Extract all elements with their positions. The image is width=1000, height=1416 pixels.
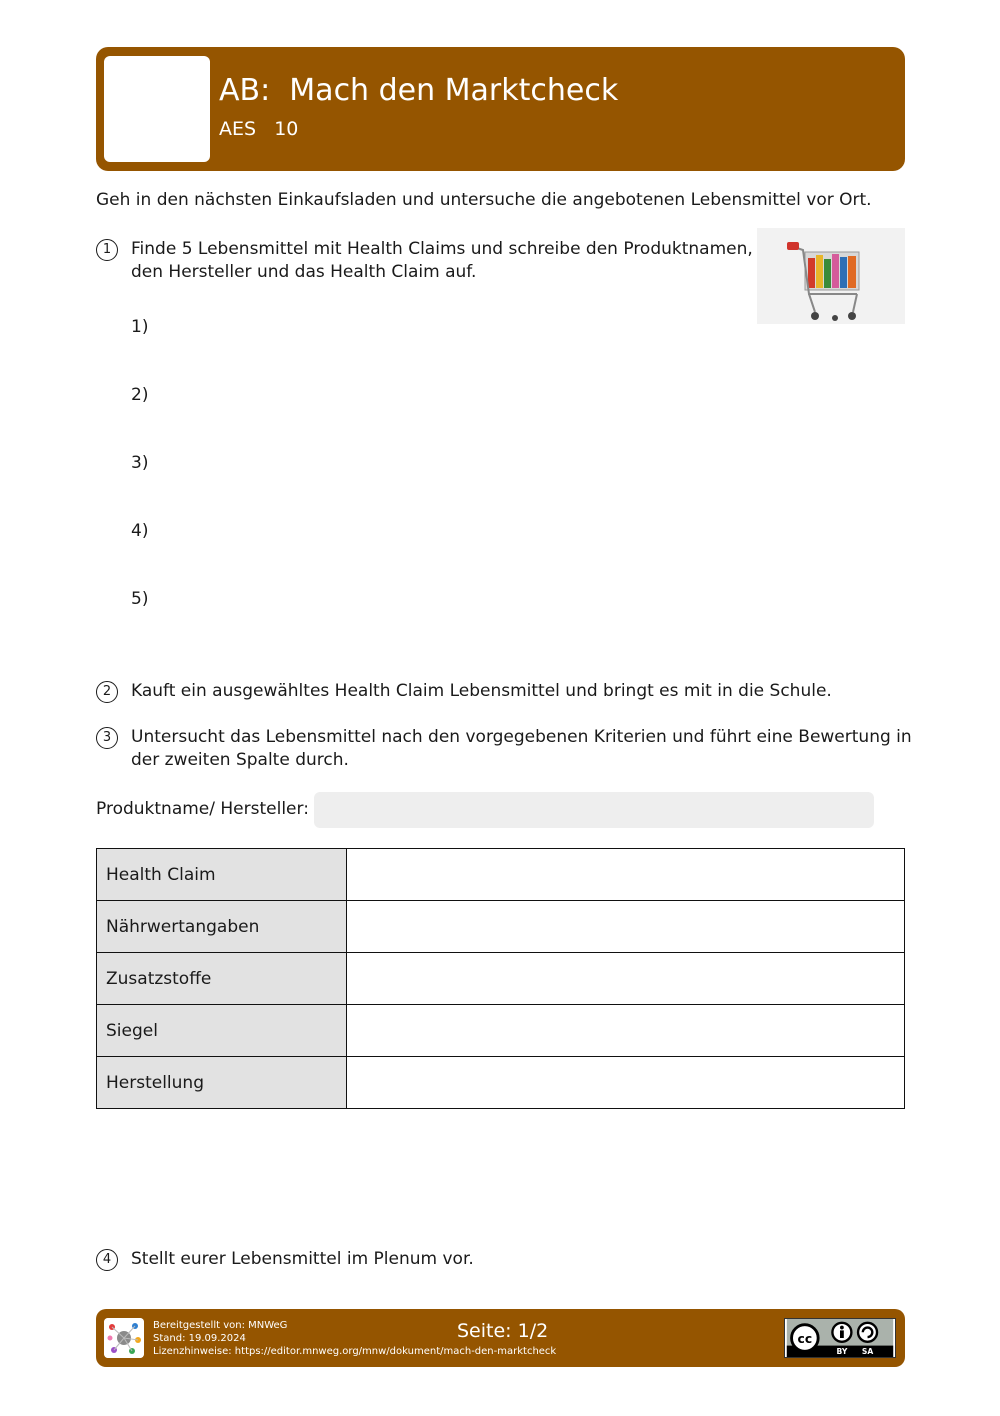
cc-by-sa-license-icon (784, 1318, 896, 1358)
criteria-label: Siegel (97, 1005, 347, 1057)
task-1-line-2: den Hersteller und das Health Claim auf. (131, 262, 477, 282)
list-item: 4) (131, 521, 149, 541)
footer-bar (96, 1309, 905, 1367)
criteria-answer-cell[interactable] (347, 1005, 905, 1057)
page-number: Seite: 1/2 (457, 1320, 549, 1342)
header-banner (96, 47, 905, 171)
task-3-line-1: Untersucht das Lebensmittel nach den vorgegebenen Kriterien und führt eine Bewertung in (131, 727, 912, 747)
worksheet-title: Mach den Marktcheck (289, 73, 619, 108)
svg-text:cc: cc (797, 1331, 813, 1346)
page-subtitle (219, 118, 298, 140)
mnweg-logo-icon (104, 1318, 144, 1358)
task-4-text: Stellt eurer Lebensmittel im Plenum vor. (131, 1249, 474, 1269)
cc-by-label: BY (836, 1347, 848, 1357)
criteria-label: Health Claim (97, 849, 347, 901)
list-item: 3) (131, 453, 149, 473)
criteria-label: Nährwertangaben (97, 901, 347, 953)
criteria-answer-cell[interactable] (347, 901, 905, 953)
worksheet-type: AB: (219, 73, 271, 108)
product-input[interactable] (314, 792, 874, 828)
logo-placeholder (104, 56, 210, 162)
table-row (97, 1057, 905, 1109)
intro-text: Geh in den nächsten Einkaufsladen und untersuche die angebotenen Lebensmittel vor Ort. (96, 190, 872, 210)
list-item: 2) (131, 385, 149, 405)
criteria-answer-cell[interactable] (347, 849, 905, 901)
task-3-line-2: der zweiten Spalte durch. (131, 750, 349, 770)
provided-by: Bereitgestellt von: MNWeG (153, 1320, 288, 1331)
task-3-text (131, 726, 912, 772)
page-title (219, 73, 618, 108)
table-row (97, 1005, 905, 1057)
product-label: Produktname/ Hersteller: (96, 799, 309, 819)
table-row (97, 849, 905, 901)
criteria-answer-cell[interactable] (347, 1057, 905, 1109)
task-1-text (131, 238, 753, 284)
task-2-text: Kauft ein ausgewähltes Health Claim Lebensmittel und bringt es mit in die Schule. (131, 681, 832, 701)
task-1-line-1: Finde 5 Lebensmittel mit Health Claims und schreibe den Produktnamen, (131, 239, 753, 259)
list-item: 1) (131, 317, 149, 337)
table-row (97, 953, 905, 1005)
criteria-label: Zusatzstoffe (97, 953, 347, 1005)
criteria-label: Herstellung (97, 1057, 347, 1109)
task-number: 2 (96, 681, 118, 703)
task-number: 3 (96, 727, 118, 749)
grade: 10 (274, 118, 299, 140)
task-number: 4 (96, 1249, 118, 1271)
shopping-cart-image (757, 228, 905, 324)
table-row (97, 901, 905, 953)
list-item: 5) (131, 589, 149, 609)
task-number: 1 (96, 239, 118, 261)
criteria-table (96, 848, 905, 1109)
criteria-answer-cell[interactable] (347, 953, 905, 1005)
date-stamp: Stand: 19.09.2024 (153, 1333, 246, 1344)
cc-sa-label: SA (861, 1347, 874, 1357)
license-link[interactable]: Lizenzhinweise: https://editor.mnweg.org/mnw/dokument/mach-den-marktcheck (153, 1346, 557, 1357)
subject: AES (219, 118, 257, 140)
